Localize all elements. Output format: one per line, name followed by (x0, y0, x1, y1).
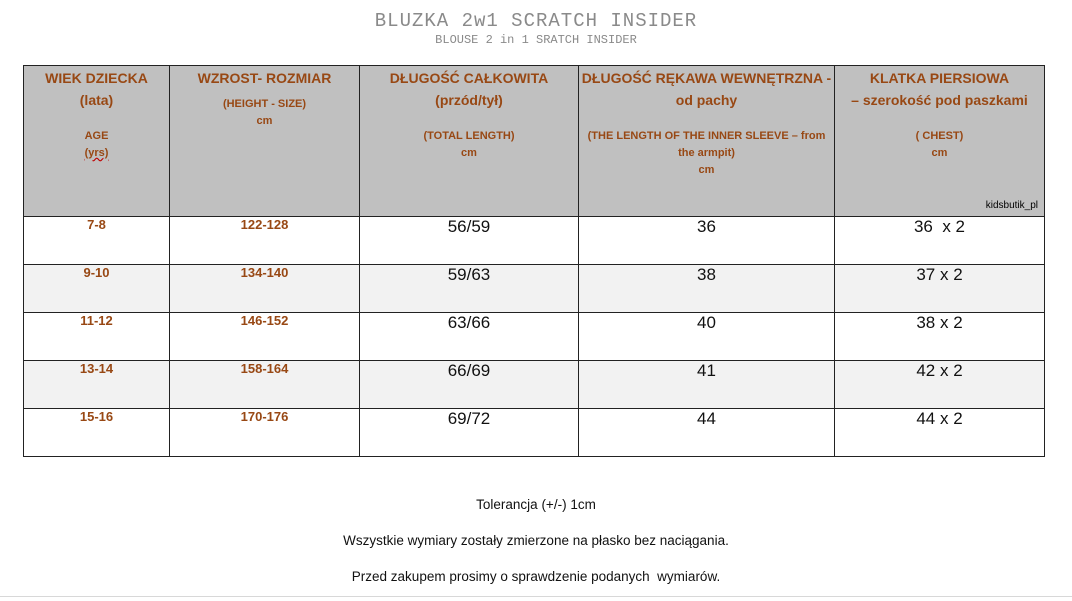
bottom-divider (0, 596, 1072, 597)
header-height-main1: WZROST- ROZMIAR (197, 70, 332, 86)
header-sleeve-sub1: (THE LENGTH OF THE INNER SLEEVE – from (587, 130, 826, 142)
header-age-sub2: (yrs) (84, 147, 109, 159)
cell-size: 158-164 (170, 361, 360, 409)
header-total-length (360, 66, 579, 217)
table-row (24, 409, 1045, 457)
cell-age: 15-16 (24, 409, 170, 457)
cell-length: 63/66 (360, 313, 579, 361)
header-row (24, 66, 1045, 217)
cell-length: 56/59 (360, 217, 579, 265)
cell-length: 69/72 (360, 409, 579, 457)
tolerance-note: Tolerancja (+/-) 1cm (476, 497, 596, 512)
header-sleeve-main1: DŁUGOŚĆ RĘKAWA WEWNĘTRZNA - (581, 70, 832, 86)
cell-chest: 38 x 2 (835, 313, 1045, 361)
header-length-sub1: (TOTAL LENGTH) (423, 130, 515, 142)
header-chest (835, 66, 1045, 217)
table-row (24, 217, 1045, 265)
table-row (24, 361, 1045, 409)
cell-chest: 42 x 2 (835, 361, 1045, 409)
cell-sleeve: 40 (579, 313, 835, 361)
page-subtitle: BLOUSE 2 in 1 SRATCH INSIDER (435, 33, 637, 47)
header-chest-main1: KLATKA PIERSIOWA (869, 70, 1010, 86)
header-age (24, 66, 170, 217)
header-sleeve-sub3: cm (698, 164, 715, 176)
cell-chest: 37 x 2 (835, 265, 1045, 313)
watermark-label: kidsbutik_pl (985, 200, 1038, 211)
cell-sleeve: 36 (579, 217, 835, 265)
header-sleeve-sub2: the armpit) (678, 147, 735, 159)
cell-length: 59/63 (360, 265, 579, 313)
page-title: BLUZKA 2w1 SCRATCH INSIDER (374, 10, 698, 32)
header-age-main1: WIEK DZIECKA (45, 70, 148, 86)
cell-chest: 36 x 2 (835, 217, 1045, 265)
table-row (24, 265, 1045, 313)
cell-sleeve: 41 (579, 361, 835, 409)
cell-age: 11-12 (24, 313, 170, 361)
header-height-sub1: (HEIGHT - SIZE) (222, 98, 307, 110)
check-note: Przed zakupem prosimy o sprawdzenie podanych wymiarów. (351, 569, 721, 584)
header-height-sub2: cm (256, 115, 273, 127)
header-chest-main2: – szerokość pod paszkami (851, 92, 1028, 108)
header-length-sub2: cm (461, 147, 477, 159)
measurement-note: Wszystkie wymiary zostały zmierzone na płasko bez naciągania. (343, 533, 729, 548)
cell-sleeve: 44 (579, 409, 835, 457)
cell-size: 134-140 (170, 265, 360, 313)
cell-age: 7-8 (24, 217, 170, 265)
header-sleeve-main2: od pachy (675, 92, 738, 108)
header-age-main2: (lata) (79, 92, 114, 108)
cell-size: 146-152 (170, 313, 360, 361)
header-length-main2: (przód/tył) (435, 92, 503, 108)
cell-sleeve: 38 (579, 265, 835, 313)
header-chest-sub2: cm (931, 147, 948, 159)
cell-length: 66/69 (360, 361, 579, 409)
header-age-sub1: AGE (84, 130, 109, 142)
header-length-main1: DŁUGOŚĆ CAŁKOWITA (389, 70, 549, 86)
cell-chest: 44 x 2 (835, 409, 1045, 457)
cell-age: 13-14 (24, 361, 170, 409)
table-row (24, 313, 1045, 361)
header-height (170, 66, 360, 217)
size-table (23, 65, 1045, 457)
header-sleeve-length (579, 66, 835, 217)
cell-age: 9-10 (24, 265, 170, 313)
header-chest-sub1: ( CHEST) (915, 130, 964, 142)
cell-size: 122-128 (170, 217, 360, 265)
cell-size: 170-176 (170, 409, 360, 457)
